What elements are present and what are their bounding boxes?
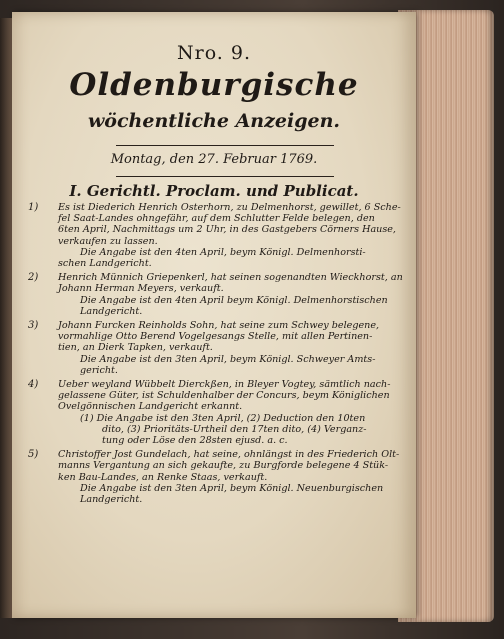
newspaper-page bbox=[12, 12, 416, 618]
entry-item bbox=[28, 202, 412, 269]
section-heading: I. Gerichtl. Proclam. und Publicat. bbox=[69, 182, 359, 200]
entry-line: verkaufen zu lassen. bbox=[58, 235, 158, 247]
masthead-title: Oldenburgische bbox=[69, 67, 359, 103]
entry-line: Johann Herman Meyers, verkauft. bbox=[58, 283, 224, 295]
entry-item bbox=[28, 320, 412, 376]
entry-line: gelassene Güter, ist Schuldenhalber der Concurs, beym Königlichen bbox=[58, 390, 390, 402]
entry-item bbox=[28, 449, 412, 505]
entry-line: tung oder Löse den 28sten ejusd. a. c. bbox=[102, 435, 288, 447]
entry-line: Ovelgönnischen Landgericht erkannt. bbox=[58, 401, 243, 413]
entry-line: manns Vergantung an sich gekaufte, zu Burgforde belegene 4 Stük- bbox=[58, 460, 389, 472]
issue-number: Nro. 9. bbox=[176, 42, 252, 64]
entry-line: Henrich Münnich Griepenkerl, hat seinen sogenandten Wieckhorst, an bbox=[58, 272, 403, 284]
entry-line: Die Angabe ist den 4ten April, beym Königl. Delmenhorsti- bbox=[80, 246, 366, 258]
issue-date: Montag, den 27. Februar 1769. bbox=[110, 152, 318, 167]
entry-line: Die Angabe ist den 3ten April, beym Königl. Schweyer Amts- bbox=[80, 353, 376, 365]
entry-line: fel Saat-Landes ohngefähr, auf dem Schlutter Felde belegen, den bbox=[58, 213, 375, 225]
entry-line: vormahlige Otto Berend Vogelgesangs Stelle, mit allen Pertinen- bbox=[58, 331, 373, 343]
entry-number: 2) bbox=[28, 272, 39, 284]
masthead-subtitle: wöchentliche Anzeigen. bbox=[87, 110, 341, 132]
entry-number: 1) bbox=[28, 202, 39, 213]
entry-number: 5) bbox=[28, 449, 39, 461]
entry-number: 3) bbox=[28, 320, 39, 332]
entry-line: ken Bau-Landes, an Renke Staas, verkauft. bbox=[58, 471, 268, 483]
entry-line: Landgericht. bbox=[80, 305, 143, 317]
entries-list bbox=[28, 202, 412, 508]
entry-line: Die Angabe ist den 3ten April, beym Königl. Neuenburgischen bbox=[80, 482, 384, 494]
divider-bottom bbox=[116, 176, 334, 177]
entry-item bbox=[28, 272, 412, 317]
divider-top bbox=[116, 145, 334, 146]
entry-line: Johann Furcken Reinholds Sohn, hat seine zum Schwey belegene, bbox=[58, 320, 380, 332]
book-spine bbox=[0, 18, 12, 618]
entry-item bbox=[28, 379, 412, 446]
entry-number: 4) bbox=[28, 379, 39, 391]
entry-line: dito, (3) Prioritäts-Urtheil den 17ten dito, (4) Verganz- bbox=[102, 423, 367, 435]
entry-line: Landgericht. bbox=[80, 494, 143, 506]
entry-line: gericht. bbox=[80, 364, 118, 376]
entry-line: tien, an Dierk Tapken, verkauft. bbox=[58, 342, 213, 354]
entry-line: Christoffer Jost Gundelach, hat seine, ohnlängst in des Friederich Olt- bbox=[58, 449, 400, 461]
entry-line: Die Angabe ist den 4ten April beym Königl. Delmenhorstischen bbox=[80, 294, 388, 306]
entry-line: 6ten April, Nachmittags um 2 Uhr, in des Gastgebers Cörners Hause, bbox=[58, 224, 396, 236]
entry-line: Es ist Diederich Henrich Osterhorn, zu Delmenhorst, gewillet, 6 Sche- bbox=[58, 202, 401, 213]
entry-line: Ueber weyland Wübbelt Dierckßen, in Bleyer Vogtey, sämtlich nach- bbox=[58, 379, 391, 391]
entry-line: schen Landgericht. bbox=[58, 258, 152, 270]
entry-line: (1) Die Angabe ist den 3ten April, (2) Deduction den 10ten bbox=[80, 412, 366, 424]
